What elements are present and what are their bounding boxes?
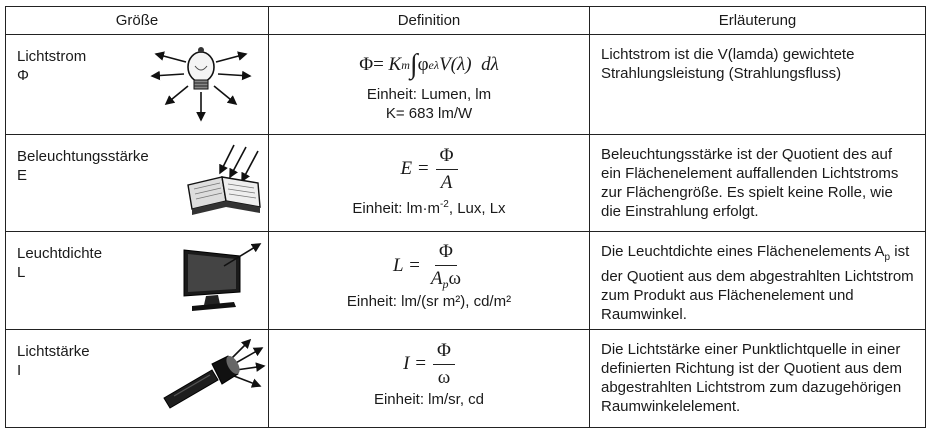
definition-cell [269,135,590,232]
explanation-cell: Beleuchtungsstärke ist der Quotient des auf ein Flächenelement auffallenden Lichtstroms zur Flächengröße. Es spielt keine Rolle, wie die Einstrahlung erfolgt. [590,135,926,232]
quantity-symbol: L [17,264,26,281]
unit-text: Einheit: $lm\cdot m^{-2}$, Lux, Lx [352,199,506,217]
header-definition: Definition [269,7,590,35]
unit-text: Einheit: lm/(sr m²), cd/m² [346,293,512,310]
header-explanation: Erläuterung [590,7,926,35]
formula: L = $\frac{\Phi}{A_p\omega}$ [393,240,461,291]
explanation-cell: Lichtstrom ist die V(lamda) gewichtete Strahlungsleistung (Strahlungsfluss) [590,35,926,135]
quantity-cell [6,135,269,232]
photometry-table [5,6,926,428]
definition-cell [269,232,590,330]
open-book-icon [184,143,268,217]
flashlight-icon [156,334,266,414]
quantity-name: Lichtstrom [17,48,87,65]
definition-cell [269,330,590,428]
table-row [6,135,926,232]
quantity-cell [6,232,269,330]
quantity-cell [6,330,269,428]
formula: I = $\frac{\Phi}{\omega}$ [269,338,589,390]
formula: Φ= K m ∫ φ eλ V(λ) dλ [359,49,499,80]
quantity-symbol: Φ [17,67,29,84]
header-row [6,7,926,35]
unit-text: Einheit: Lumen, lm [366,86,492,103]
quantity-symbol: E [17,167,28,184]
quantity-name: Beleuchtungsstärke [17,148,149,165]
header-quantity: Größe [6,7,269,35]
quantity-name: Lichtstärke [17,343,90,360]
quantity-name: Leuchtdichte [17,245,103,262]
formula: E = $\frac{\Phi}{A}$ [269,143,589,195]
monitor-icon [178,240,264,314]
definition-cell [269,35,590,135]
explanation-cell: Die Leuchtdichte eines Flächenelements $A_p$ ist der Quotient aus dem abgestrahlten Lichtstrom zum Produkt aus Flächenelement und Raumwinkel. [590,232,926,330]
constant-text: K= 683 lm/W [385,105,473,122]
table-row [6,232,926,330]
quantity-cell [6,35,269,135]
explanation-cell: Die Lichtstärke einer Punktlichtquelle in einer definierten Richtung ist der Quotient aus dem abgestrahlten Lichtstrom zum dazugehörigen Raumwinkelelement. [590,330,926,428]
table-row [6,35,926,135]
unit-text: Einheit: lm/sr, cd [373,391,485,408]
quantity-symbol: I [17,362,22,379]
table-row [6,330,926,428]
light-bulb-icon [146,40,256,122]
